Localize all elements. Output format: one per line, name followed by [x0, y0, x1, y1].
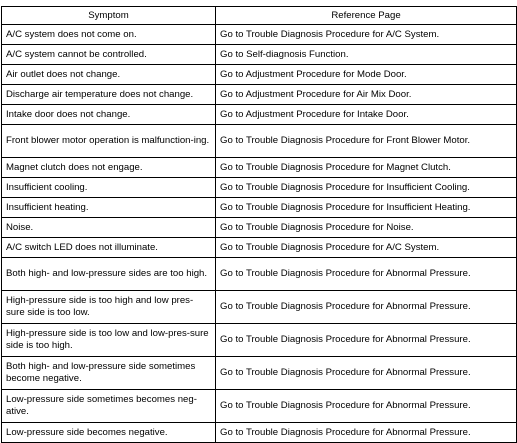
symptom-cell: Discharge air temperature does not change. — [2, 85, 216, 105]
reference-cell: Go to Trouble Diagnosis Procedure for Noise. — [216, 218, 517, 238]
table-row — [2, 258, 517, 291]
table-row — [2, 125, 517, 158]
reference-cell: Go to Trouble Diagnosis Procedure for Abnormal Pressure. — [216, 357, 517, 390]
table-row — [2, 218, 517, 238]
reference-cell: Go to Adjustment Procedure for Intake Door. — [216, 105, 517, 125]
table-row — [2, 178, 517, 198]
symptom-reference-table — [1, 6, 517, 443]
reference-cell: Go to Trouble Diagnosis Procedure for Insufficient Heating. — [216, 198, 517, 218]
reference-column-header: Reference Page — [216, 7, 517, 25]
table-row — [2, 25, 517, 45]
reference-cell: Go to Adjustment Procedure for Mode Door. — [216, 65, 517, 85]
reference-cell: Go to Trouble Diagnosis Procedure for Abnormal Pressure. — [216, 390, 517, 423]
symptom-cell: High-pressure side is too high and low pres-sure side is too low. — [2, 291, 216, 324]
symptom-cell: A/C system does not come on. — [2, 25, 216, 45]
table-row — [2, 291, 517, 324]
reference-cell: Go to Trouble Diagnosis Procedure for A/C System. — [216, 238, 517, 258]
reference-cell: Go to Trouble Diagnosis Procedure for Abnormal Pressure. — [216, 324, 517, 357]
symptom-cell: Intake door does not change. — [2, 105, 216, 125]
reference-cell: Go to Trouble Diagnosis Procedure for Abnormal Pressure. — [216, 291, 517, 324]
table-row — [2, 65, 517, 85]
table-row — [2, 85, 517, 105]
table-row — [2, 105, 517, 125]
symptom-cell: Both high- and low-pressure sides are too high. — [2, 258, 216, 291]
table-row — [2, 45, 517, 65]
symptom-cell: High-pressure side is too low and low-pres-sure side is too high. — [2, 324, 216, 357]
symptom-cell: Insufficient cooling. — [2, 178, 216, 198]
reference-cell: Go to Trouble Diagnosis Procedure for Front Blower Motor. — [216, 125, 517, 158]
symptom-table-container — [1, 6, 517, 443]
table-row — [2, 324, 517, 357]
symptom-cell: Insufficient heating. — [2, 198, 216, 218]
table-row — [2, 423, 517, 443]
reference-cell: Go to Trouble Diagnosis Procedure for Abnormal Pressure. — [216, 423, 517, 443]
table-row — [2, 357, 517, 390]
symptom-column-header: Symptom — [2, 7, 216, 25]
table-row — [2, 390, 517, 423]
table-row — [2, 198, 517, 218]
symptom-cell: Both high- and low-pressure side sometimes become negative. — [2, 357, 216, 390]
reference-cell: Go to Trouble Diagnosis Procedure for Abnormal Pressure. — [216, 258, 517, 291]
symptom-cell: Low-pressure side sometimes becomes neg-ative. — [2, 390, 216, 423]
symptom-cell: Front blower motor operation is malfunction-ing. — [2, 125, 216, 158]
reference-cell: Go to Trouble Diagnosis Procedure for Insufficient Cooling. — [216, 178, 517, 198]
table-row — [2, 238, 517, 258]
reference-cell: Go to Trouble Diagnosis Procedure for Magnet Clutch. — [216, 158, 517, 178]
reference-cell: Go to Self-diagnosis Function. — [216, 45, 517, 65]
reference-cell: Go to Trouble Diagnosis Procedure for A/C System. — [216, 25, 517, 45]
symptom-cell: Low-pressure side becomes negative. — [2, 423, 216, 443]
symptom-cell: A/C system cannot be controlled. — [2, 45, 216, 65]
table-row — [2, 158, 517, 178]
symptom-cell: Magnet clutch does not engage. — [2, 158, 216, 178]
symptom-cell: Air outlet does not change. — [2, 65, 216, 85]
symptom-cell: A/C switch LED does not illuminate. — [2, 238, 216, 258]
symptom-cell: Noise. — [2, 218, 216, 238]
reference-cell: Go to Adjustment Procedure for Air Mix Door. — [216, 85, 517, 105]
table-header-row — [2, 7, 517, 25]
